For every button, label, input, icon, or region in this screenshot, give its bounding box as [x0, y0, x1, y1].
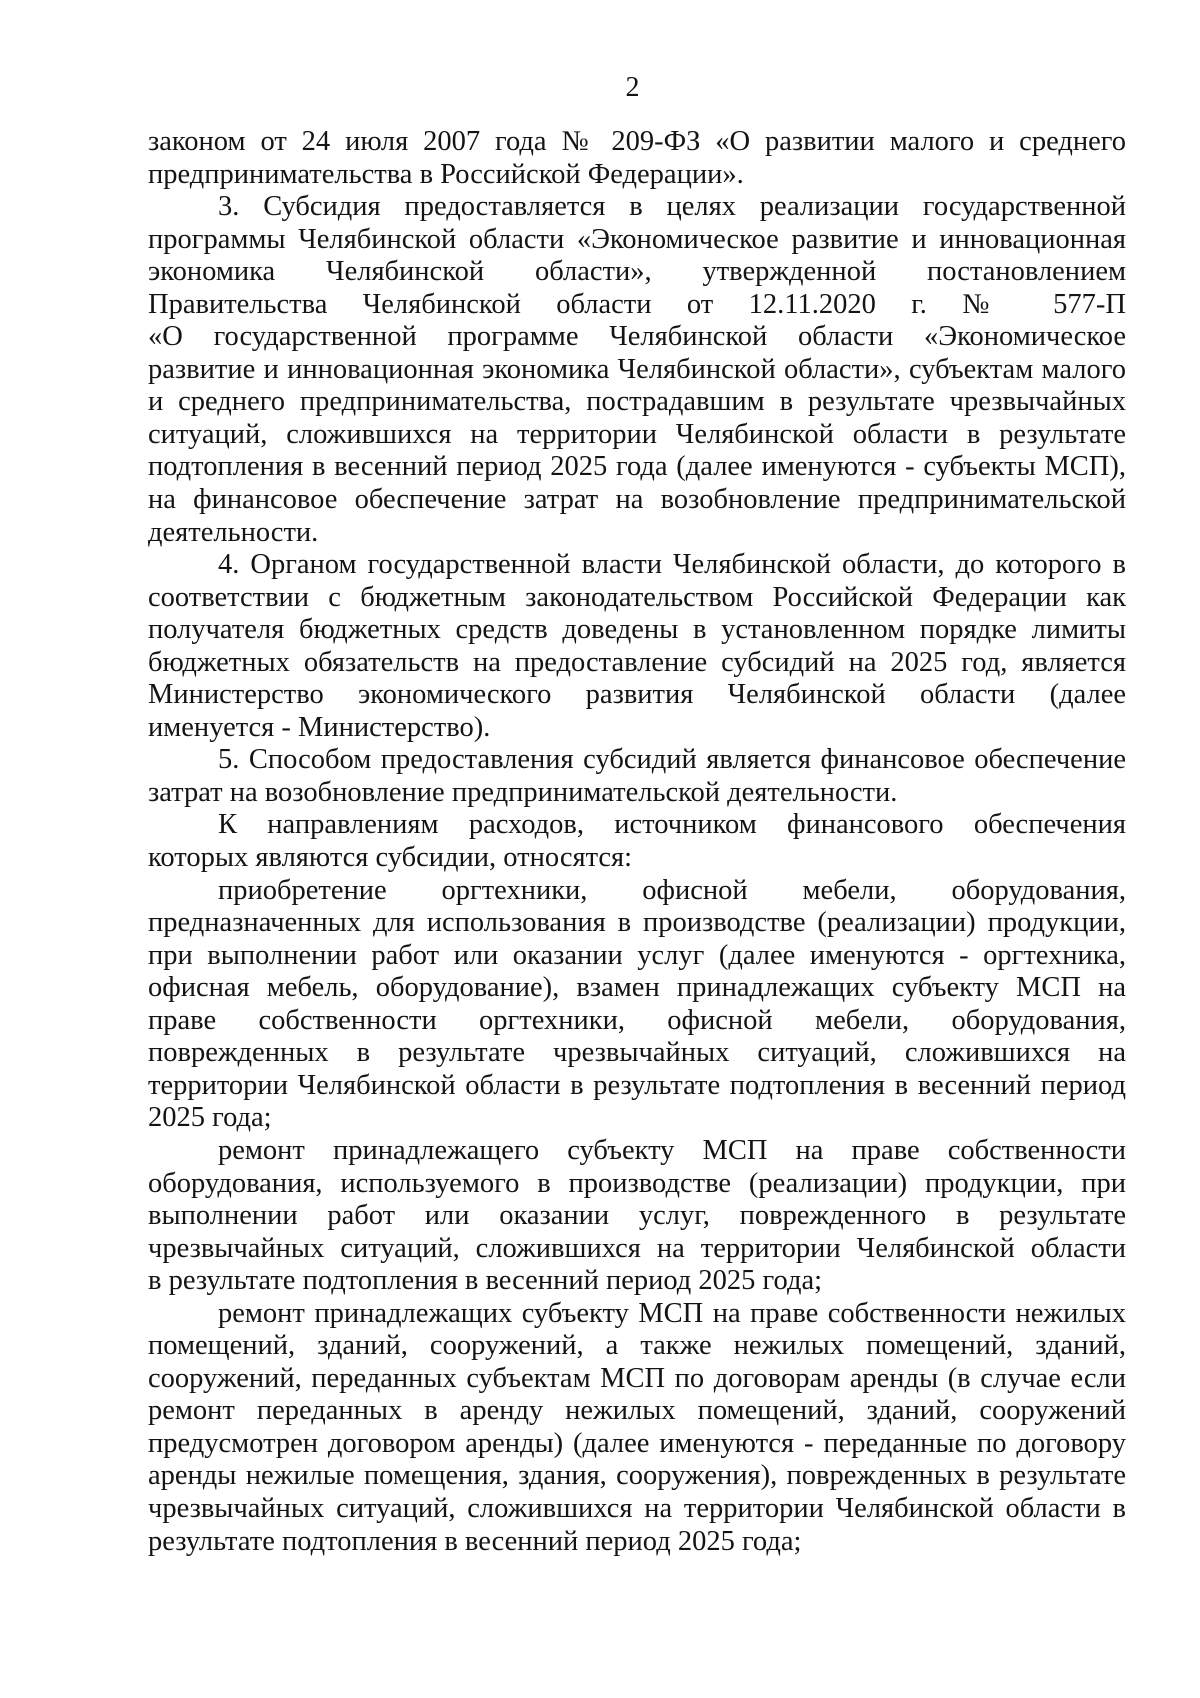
text-line: Министерство экономического развития Челябинской области (далее	[148, 679, 1126, 711]
text-line: программы Челябинской области «Экономическое развитие и инновационная	[148, 223, 1126, 255]
text-line: на финансовое обеспечение затрат на возобновление предпринимательской	[148, 484, 1126, 516]
text-line: сооружений, переданных субъектам МСП по договорам аренды (в случае если	[148, 1362, 1126, 1394]
text-line: «О государственной программе Челябинской области «Экономическое	[148, 321, 1126, 353]
text-line: предназначенных для использования в производстве (реализации) продукции,	[148, 907, 1126, 939]
text-line: выполнении работ или оказании услуг, поврежденного в результате	[148, 1200, 1126, 1232]
text-line: 5. Способом предоставления субсидий является финансовое обеспечение	[218, 744, 1126, 776]
text-line: при выполнении работ или оказании услуг (далее именуются - оргтехника,	[148, 939, 1126, 971]
text-line: Правительства Челябинской области от 12.11.2020 г. № 577-П	[148, 288, 1126, 320]
text-line: ремонт принадлежащего субъекту МСП на праве собственности	[218, 1134, 1126, 1166]
text-line: К направлениям расходов, источником финансового обеспечения	[218, 809, 1126, 841]
text-line: ситуаций, сложившихся на территории Челябинской области в результате	[148, 418, 1126, 450]
text-line: праве собственности оргтехники, офисной мебели, оборудования,	[148, 1004, 1126, 1036]
text-line: в результате подтопления в весенний период 2025 года;	[148, 1265, 823, 1297]
text-line: ремонт переданных в аренду нежилых помещений, зданий, сооружений	[148, 1395, 1126, 1427]
text-line: приобретение оргтехники, офисной мебели, оборудования,	[218, 874, 1126, 906]
text-line: развитие и инновационная экономика Челябинской области», субъектам малого	[148, 353, 1126, 385]
text-line: ремонт принадлежащих субъекту МСП на праве собственности нежилых	[218, 1297, 1126, 1329]
page-number: 2	[625, 72, 640, 103]
text-line: помещений, зданий, сооружений, а также нежилых помещений, зданий,	[148, 1330, 1126, 1362]
text-line: и среднего предпринимательства, пострадавшим в результате чрезвычайных	[148, 386, 1126, 418]
text-line: законом от 24 июля 2007 года № 209-ФЗ «О развитии малого и среднего	[148, 126, 1126, 157]
text-line: затрат на возобновление предпринимательской деятельности.	[148, 776, 898, 808]
text-line: предусмотрен договором аренды) (далее именуются - переданные по договору	[148, 1427, 1126, 1459]
text-line: 4. Органом государственной власти Челябинской области, до которого в	[218, 549, 1126, 581]
text-line: предпринимательства в Российской Федерации».	[148, 158, 744, 190]
document-body	[148, 126, 1126, 1558]
text-line: экономика Челябинской области», утвержденной постановлением	[148, 256, 1126, 288]
text-line: получателя бюджетных средств доведены в установленном порядке лимиты	[148, 614, 1126, 646]
text-line: 2025 года;	[148, 1102, 272, 1134]
text-line: 3. Субсидия предоставляется в целях реализации государственной	[218, 191, 1126, 223]
text-line: офисная мебель, оборудование), взамен принадлежащих субъекту МСП на	[148, 972, 1126, 1004]
text-line: именуется - Министерство).	[148, 711, 491, 743]
text-line: оборудования, используемого в производстве (реализации) продукции, при	[148, 1167, 1126, 1199]
text-line: территории Челябинской области в результате подтопления в весенний период	[148, 1069, 1126, 1101]
text-line: чрезвычайных ситуаций, сложившихся на территории Челябинской области в	[148, 1492, 1126, 1524]
text-line: которых являются субсидии, относятся:	[148, 842, 633, 874]
text-line: подтопления в весенний период 2025 года (далее именуются - субъекты МСП),	[148, 451, 1126, 483]
text-line: аренды нежилые помещения, здания, сооружения), поврежденных в результате	[148, 1460, 1126, 1492]
text-line: деятельности.	[148, 516, 319, 548]
text-line: соответствии с бюджетным законодательством Российской Федерации как	[148, 581, 1126, 613]
text-line: результате подтопления в весенний период 2025 года;	[148, 1525, 802, 1557]
text-line: поврежденных в результате чрезвычайных ситуаций, сложившихся на	[148, 1037, 1126, 1069]
text-line: бюджетных обязательств на предоставление субсидий на 2025 год, является	[148, 646, 1126, 678]
text-line: чрезвычайных ситуаций, сложившихся на территории Челябинской области	[148, 1232, 1126, 1264]
